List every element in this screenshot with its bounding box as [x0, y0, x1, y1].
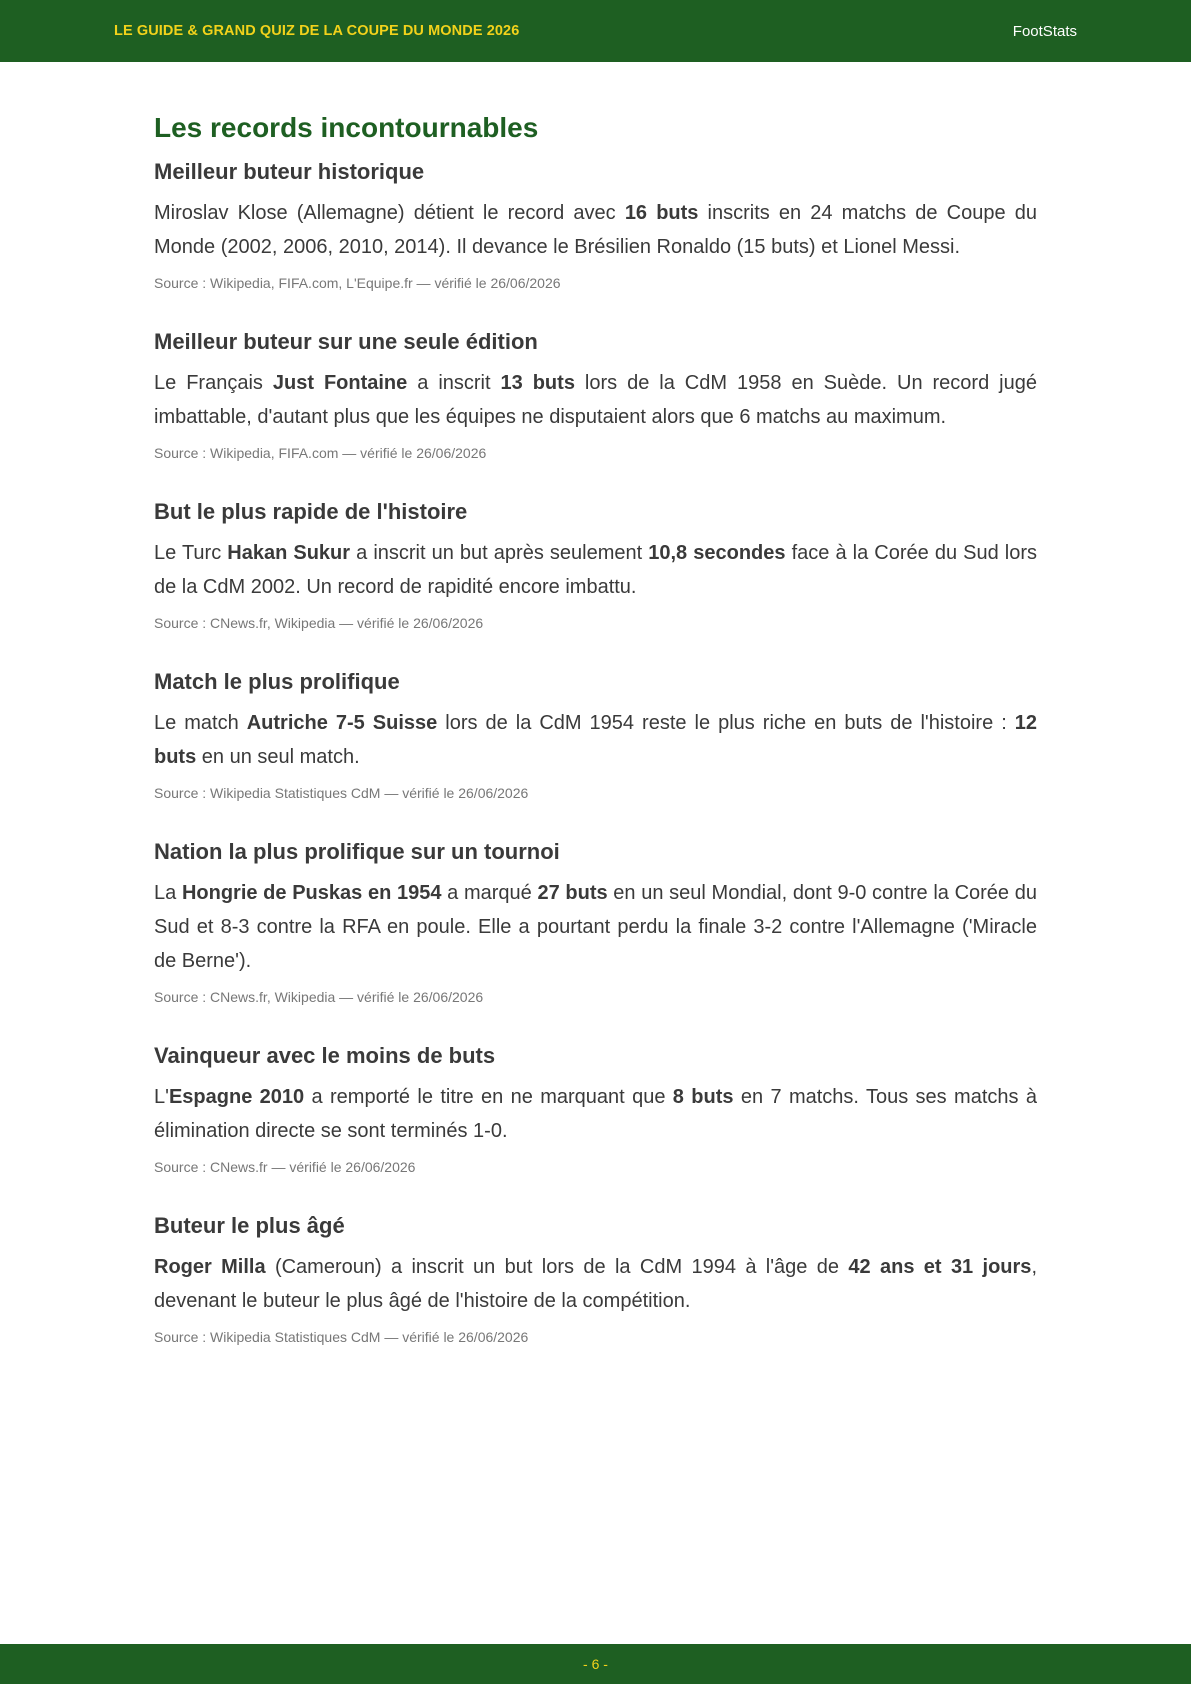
brand-name: FootStats — [1012, 22, 1077, 40]
body-text: Le Français — [154, 372, 273, 394]
body-text: La — [154, 882, 182, 904]
record-text — [154, 876, 1037, 978]
highlight-text: 8 buts — [672, 1086, 734, 1108]
highlight-text: 13 buts — [500, 372, 575, 394]
page-header — [0, 0, 1191, 62]
records-list — [154, 159, 1037, 1345]
body-text: Le Turc — [154, 542, 228, 564]
body-text: en 7 matchs. Tous ses matchs à élimination directe se sont terminés 1-0. — [154, 1086, 1037, 1142]
body-text: lors de la CdM 1954 reste le plus riche en buts de l'histoire : — [437, 712, 1015, 734]
body-text: a remporté le titre en ne marquant que — [304, 1086, 673, 1108]
record-source: Source : Wikipedia, FIFA.com — vérifié le 26/06/2026 — [154, 445, 487, 461]
body-text: , devenant le buteur le plus âgé de l'histoire de la compétition. — [154, 1256, 1037, 1312]
highlight-text: Espagne 2010 — [168, 1086, 305, 1108]
record-text — [154, 196, 1037, 264]
page-footer — [0, 1644, 1191, 1684]
body-text: a inscrit un but après seulement — [350, 542, 649, 564]
body-text: face à la Corée du Sud lors de la CdM 2002. Un record de rapidité encore imbattu. — [154, 542, 1038, 598]
body-text: en un seul match. — [196, 746, 360, 768]
page-title: Les records incontournables — [154, 112, 539, 143]
body-text: en un seul Mondial, dont 9-0 contre la Corée du Sud et 8-3 contre la RFA en poule. Elle a pourtant perdu la finale 3-2 contre l'Allemagne ('Miracle de Berne'). — [154, 882, 1037, 972]
record-section — [154, 1213, 1037, 1345]
record-title: Buteur le plus âgé — [154, 1213, 345, 1238]
main-content — [154, 112, 1037, 1383]
highlight-text: Just Fontaine — [272, 372, 408, 394]
record-section — [154, 839, 1037, 1005]
body-text: (Cameroun) a inscrit un but lors de la CdM 1994 à l'âge de — [265, 1256, 849, 1278]
body-text: L' — [154, 1086, 169, 1108]
record-title: Vainqueur avec le moins de buts — [154, 1043, 496, 1068]
body-text: Miroslav Klose (Allemagne) détient le record avec — [154, 202, 625, 224]
highlight-text: Autriche 7-5 Suisse — [246, 712, 438, 734]
highlight-text: 12 buts — [154, 712, 1038, 768]
record-text — [154, 536, 1037, 604]
record-source: Source : Wikipedia, FIFA.com, L'Equipe.fr — vérifié le 26/06/2026 — [154, 275, 561, 291]
body-text: inscrits en 24 matchs de Coupe du Monde (2002, 2006, 2010, 2014). Il devance le Brésilien Ronaldo (15 buts) et Lionel Messi. — [154, 202, 1037, 258]
highlight-text: Hongrie de Puskas en 1954 — [181, 882, 442, 904]
body-text: lors de la CdM 1958 en Suède. Un record jugé imbattable, d'autant plus que les équipes ne disputaient alors que 6 matchs au maximum. — [154, 372, 1037, 428]
record-text — [154, 366, 1037, 434]
highlight-text: 10,8 secondes — [648, 542, 786, 564]
record-source: Source : Wikipedia Statistiques CdM — vérifié le 26/06/2026 — [154, 1329, 529, 1345]
record-source: Source : CNews.fr, Wikipedia — vérifié le 26/06/2026 — [154, 989, 484, 1005]
record-text — [154, 1080, 1037, 1148]
highlight-text: Hakan Sukur — [227, 542, 351, 564]
record-title: But le plus rapide de l'histoire — [154, 499, 468, 524]
record-source: Source : CNews.fr — vérifié le 26/06/2026 — [154, 1159, 416, 1175]
body-text: Le match — [154, 712, 247, 734]
record-text — [154, 706, 1037, 774]
record-section — [154, 159, 1037, 291]
record-title: Meilleur buteur sur une seule édition — [154, 329, 538, 354]
guide-title: LE GUIDE & GRAND QUIZ DE LA COUPE DU MONDE 2026 — [114, 23, 520, 39]
highlight-text: 16 buts — [624, 202, 699, 224]
record-text — [154, 1250, 1037, 1318]
body-text: a inscrit — [407, 372, 501, 394]
record-section — [154, 329, 1037, 461]
page-number: - 6 - — [583, 1656, 608, 1672]
record-title: Meilleur buteur historique — [154, 159, 425, 184]
record-section — [154, 1043, 1037, 1175]
highlight-text: Roger Milla — [154, 1256, 266, 1278]
highlight-text: 42 ans et 31 jours — [848, 1256, 1032, 1278]
record-title: Nation la plus prolifique sur un tournoi — [154, 839, 560, 864]
record-section — [154, 669, 1037, 801]
record-title: Match le plus prolifique — [154, 669, 400, 694]
body-text: a marqué — [441, 882, 538, 904]
record-section — [154, 499, 1037, 631]
highlight-text: 27 buts — [537, 882, 608, 904]
record-source: Source : Wikipedia Statistiques CdM — vérifié le 26/06/2026 — [154, 785, 529, 801]
record-source: Source : CNews.fr, Wikipedia — vérifié le 26/06/2026 — [154, 615, 484, 631]
